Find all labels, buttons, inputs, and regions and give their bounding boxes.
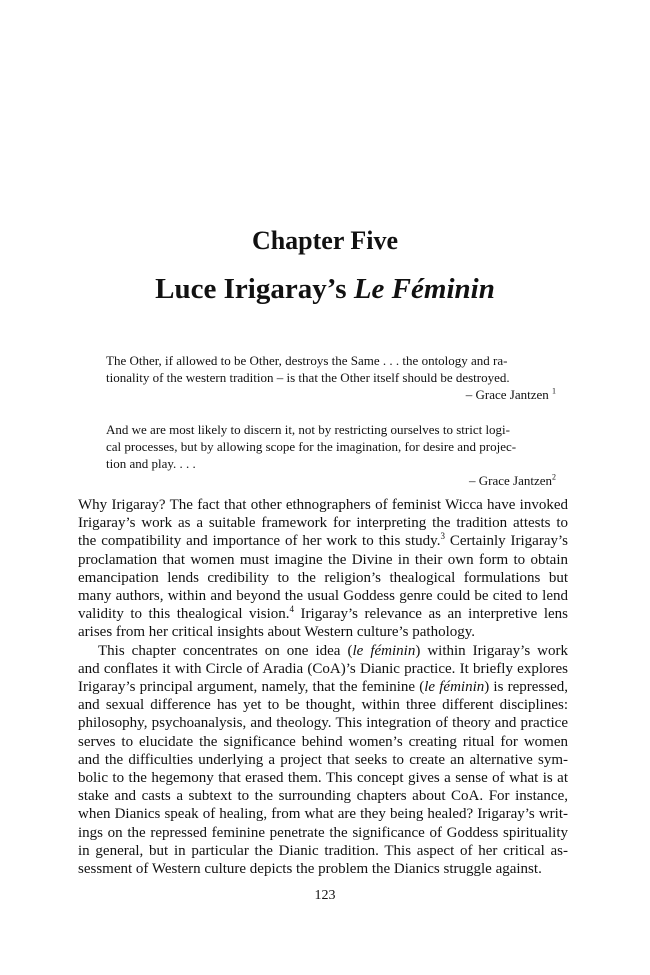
- epigraph-attribution: [106, 386, 556, 403]
- body-line: and the difficulties underlying a project that seeks to create an alternative sym-: [78, 751, 568, 768]
- epigraph-attribution: [106, 472, 556, 489]
- body-fragment: ) within Irigaray’s work: [415, 642, 568, 659]
- body-line: serves to elucidate the significance behind women’s creating ritual for women: [78, 733, 568, 750]
- body-line: bolic to the hegemony that erased them. This concept gives a sense of what is at: [78, 770, 568, 787]
- body-line: [78, 642, 568, 660]
- body-line: Why Irigaray? The fact that other ethnographers of feminist Wicca have invoked: [78, 497, 568, 513]
- body-line: arises from her critical insights about Western culture’s pathology.: [78, 624, 476, 641]
- epigraph-1: [106, 352, 556, 403]
- footnote-ref: 3: [440, 531, 445, 542]
- body-line: [78, 678, 568, 696]
- footnote-ref: 4: [289, 604, 294, 615]
- body-line: sessment of Western culture depicts the problem the Dianics struggle against.: [78, 861, 542, 878]
- body-line: [78, 605, 568, 623]
- body-fragment: the compatibility and importance of her work to this study.: [78, 533, 441, 550]
- body-line: Irigaray’s work as a suitable framework for interpreting the tradition attests to: [78, 515, 568, 532]
- body-line: in general, but in particular the Dianic tradition. This aspect of her critical as-: [78, 842, 568, 859]
- chapter-title-italic: Le Féminin: [353, 273, 495, 305]
- chapter-label: Chapter Five: [251, 226, 399, 255]
- footnote-ref: 1: [552, 386, 556, 396]
- epigraph-2: [106, 421, 556, 489]
- epigraph-line: cal processes, but by allowing scope for the imagination, for desire and projec-: [106, 439, 517, 454]
- epigraph-line: The Other, if allowed to be Other, destroys the Same . . . the ontology and ra-: [106, 353, 508, 368]
- body-line: and sexual difference has yet to be thought, within three different disciplines:: [78, 697, 568, 714]
- body-line: emancipation lends credibility to the religion’s thealogical formulations but: [78, 569, 568, 586]
- body-fragment: Irigaray’s principal argument, namely, that the feminine (: [78, 679, 425, 696]
- body-italic: le féminin: [424, 679, 485, 696]
- footnote-ref: 2: [552, 472, 556, 482]
- chapter-title-main: Luce Irigaray’s: [155, 273, 354, 305]
- body-line: and conflates it with Circle of Aradia (CoA)’s Dianic practice. It briefly explores: [78, 660, 568, 677]
- body-fragment: validity to this thealogical vision.: [78, 606, 290, 623]
- chapter-title: [0, 272, 650, 306]
- body-line: stake and casts a subtext to the surrounding chapters about CoA. For instance,: [78, 788, 568, 805]
- epigraph-line: tion and play. . . .: [106, 456, 196, 471]
- body-line: proclamation that women must imagine the Divine in their own form to obtain: [78, 551, 568, 568]
- attribution-text: – Grace Jantzen: [468, 473, 552, 488]
- body-line: when Dianics speak of healing, from what are they being healed? Irigaray’s writ-: [78, 806, 568, 823]
- attribution-text: – Grace Jantzen: [465, 387, 549, 402]
- body-fragment: Irigaray’s relevance as an interpretive lens: [293, 606, 568, 623]
- epigraph-line: tionality of the western tradition – is that the Other itself should be destroyed.: [106, 370, 510, 385]
- body-line: many authors, within and beyond the usual Goddess genre could be cited to lend: [78, 588, 568, 605]
- body-text: [78, 496, 568, 878]
- body-fragment: ) is repressed,: [484, 679, 568, 696]
- body-line: [78, 532, 568, 550]
- body-fragment: Certainly Irigaray’s: [444, 533, 568, 550]
- body-fragment: This chapter concentrates on one idea (: [98, 642, 353, 659]
- body-line: philosophy, psychoanalysis, and theology. This integration of theory and practice: [78, 715, 568, 732]
- epigraph-line: And we are most likely to discern it, not by restricting ourselves to strict logi-: [106, 422, 511, 437]
- body-line: ings on the repressed feminine penetrate the significance of Goddess spirituality: [78, 824, 568, 841]
- page-number: 123: [314, 888, 336, 903]
- body-italic: le féminin: [352, 642, 416, 659]
